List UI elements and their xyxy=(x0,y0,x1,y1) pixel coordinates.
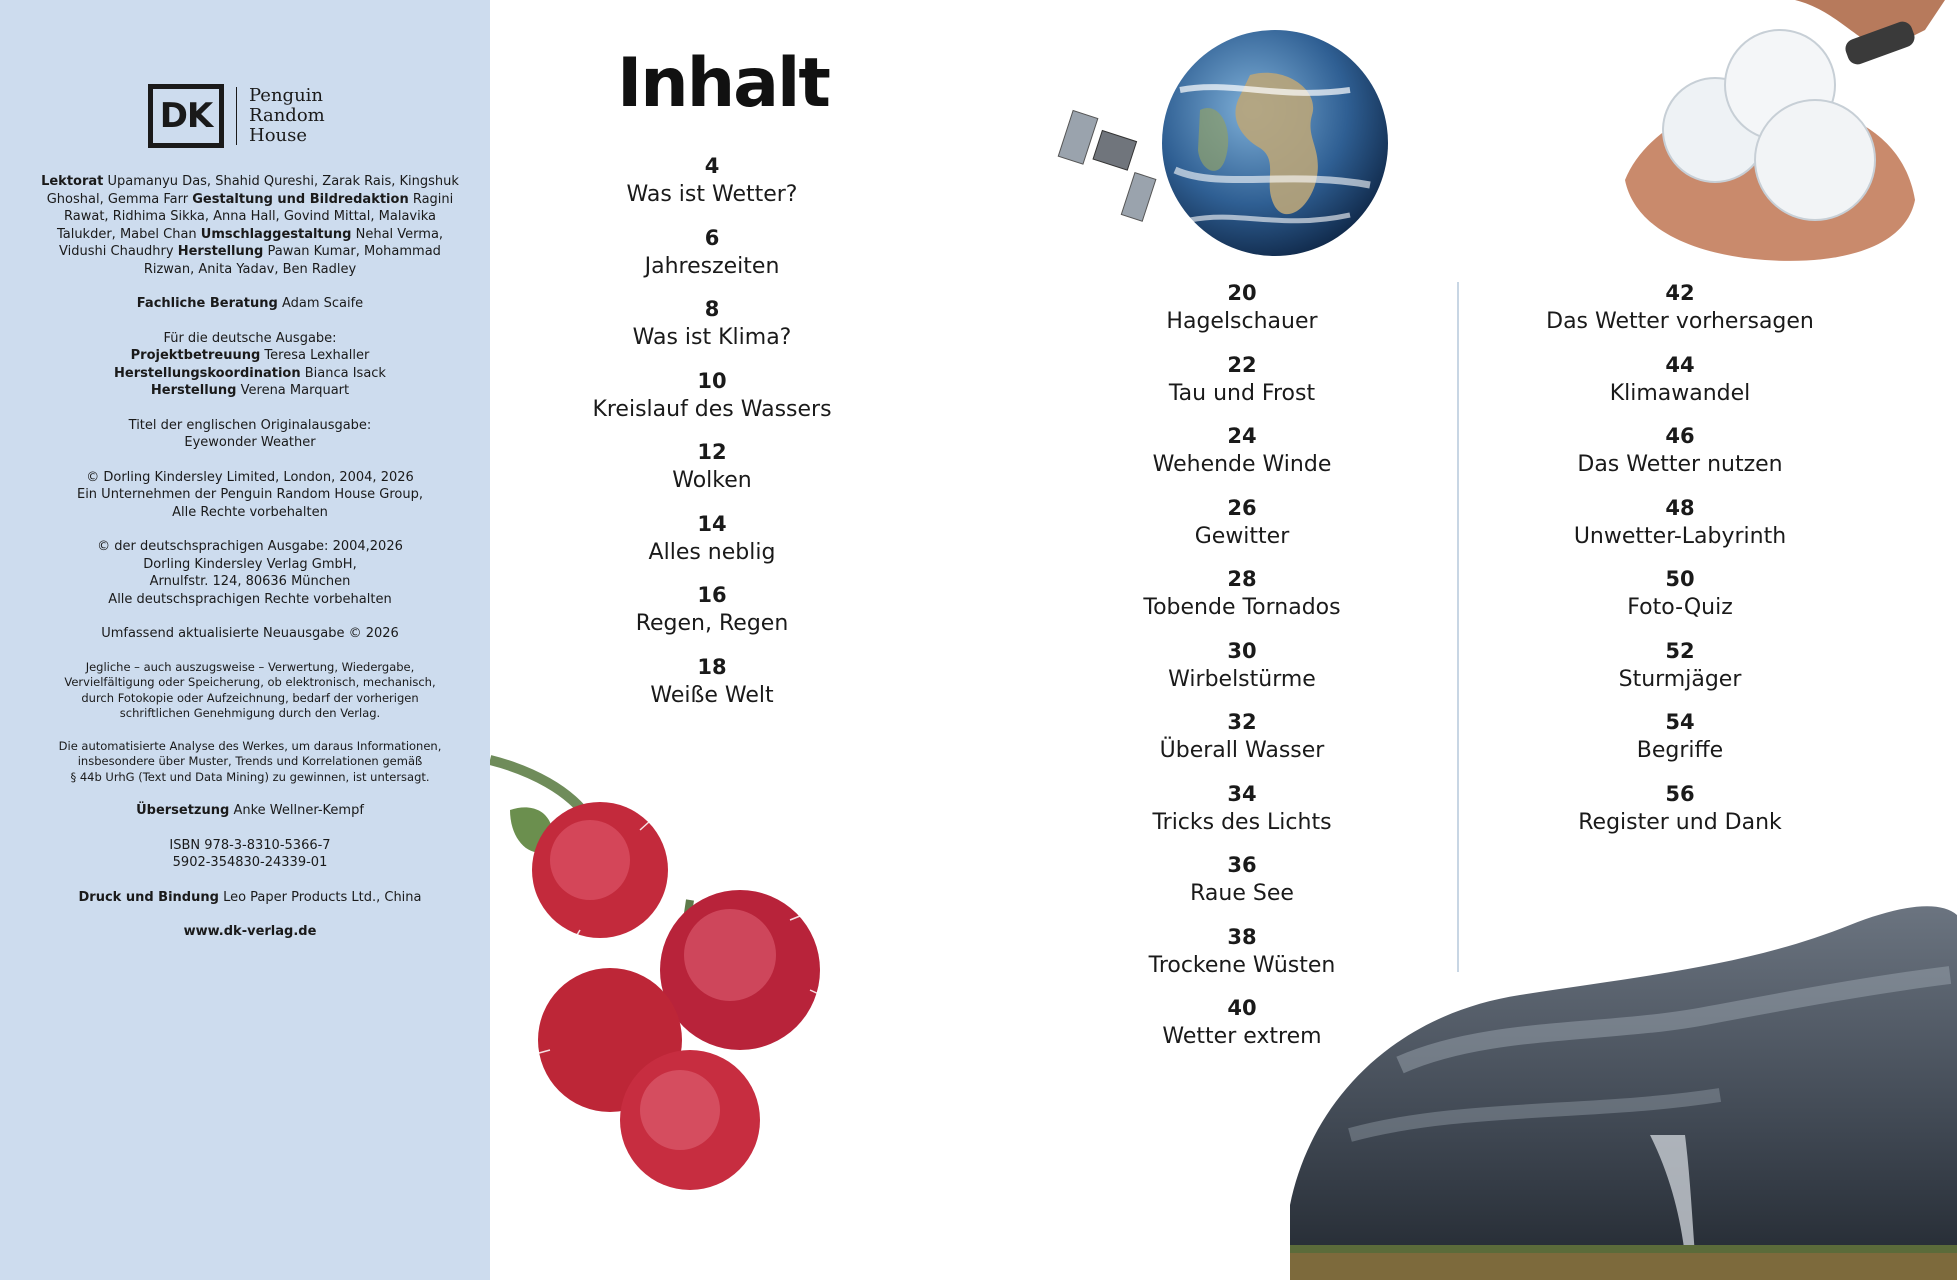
publisher-logo xyxy=(148,84,325,148)
toc-entry-title: Tricks des Lichts xyxy=(1152,809,1332,835)
toc-column-3 xyxy=(1520,279,1840,851)
toc-entry[interactable] xyxy=(1092,422,1392,494)
toc-page-number: 16 xyxy=(697,583,727,607)
earth-satellite-image xyxy=(1050,20,1390,260)
toc-entry-title: Tau und Frost xyxy=(1168,380,1316,406)
toc-entry-title: Das Wetter nutzen xyxy=(1577,452,1783,477)
toc-page-number: 20 xyxy=(1227,281,1257,305)
toc-entry[interactable] xyxy=(1520,494,1840,566)
toc-page-number: 24 xyxy=(1227,424,1257,448)
toc-page-number: 14 xyxy=(697,511,727,536)
toc-page-number: 46 xyxy=(1665,424,1695,448)
credits-block: Lektorat Upamanyu Das, Shahid Qureshi, Zarak Rais, Kingshuk Ghoshal, Gemma Farr Gestaltung und Bildredaktion Ragini Rawat, Ridhima Sikka, Anna Hall, Govind Mittal, Malavika Talukder, Mabel Chan Umschlaggestaltung Nehal Verma, Vidushi Chaudhry Herstellung Pawan Kumar, Mohammad Rizwan, Anita Yadav, Ben Radley xyxy=(41,174,459,277)
toc-entry-title: Kreislauf des Wassers xyxy=(592,396,832,422)
toc-page-number: 44 xyxy=(1665,352,1695,377)
imprint-text xyxy=(40,173,460,958)
toc-entry[interactable] xyxy=(1092,708,1392,780)
toc-page-number: 28 xyxy=(1227,567,1257,591)
original-title: Titel der englischen Originalausgabe: Eyewonder Weather xyxy=(128,417,372,450)
toc-entry-title: Klimawandel xyxy=(1609,380,1751,406)
toc-entry-title: Tobende Tornados xyxy=(1143,595,1341,620)
toc-entry[interactable] xyxy=(1520,637,1840,709)
toc-entry[interactable] xyxy=(1520,422,1840,494)
toc-entry[interactable] xyxy=(1092,637,1392,709)
toc-entry[interactable] xyxy=(1520,351,1840,423)
toc-entry-title: Hagelschauer xyxy=(1166,309,1318,334)
toc-page-number: 18 xyxy=(697,654,727,679)
toc-entry[interactable] xyxy=(1520,279,1840,351)
toc-entry[interactable] xyxy=(552,510,872,582)
frosted-roses-image xyxy=(490,750,910,1210)
toc-entry-title: Jahreszeiten xyxy=(644,253,780,279)
toc-page-number: 36 xyxy=(1227,853,1257,877)
toc-entry-title: Was ist Wetter? xyxy=(626,182,798,207)
toc-page-number: 10 xyxy=(697,368,727,393)
toc-entry-title: Begriffe xyxy=(1636,738,1724,763)
logo-divider xyxy=(236,87,237,145)
page-title: Inhalt xyxy=(617,44,829,123)
toc-page-number: 50 xyxy=(1665,567,1695,591)
toc-page-number: 8 xyxy=(704,297,720,321)
tdm-notice: Die automatisierte Analyse des Werkes, um daraus Informationen, insbesondere über Muster, Trends und Korrelationen gemäß § 44b UrhG (Text und Data Mining) zu gewinnen, ist untersagt. xyxy=(58,738,442,784)
column-divider xyxy=(1457,282,1459,972)
toc-entry-title: Alles neblig xyxy=(648,539,776,565)
printing-credit: Druck und Bindung Leo Paper Products Ltd., China xyxy=(78,889,422,905)
toc-entry[interactable] xyxy=(552,438,872,510)
toc-entry[interactable] xyxy=(1092,351,1392,423)
penguin-random-house-logo: Penguin Random House xyxy=(249,85,325,146)
toc-entry-title: Register und Dank xyxy=(1578,809,1782,835)
toc-page-number: 30 xyxy=(1227,638,1257,663)
toc-page-number: 54 xyxy=(1665,710,1695,734)
toc-entry-title: Sturmjäger xyxy=(1618,666,1742,692)
toc-page-number: 6 xyxy=(704,225,720,250)
toc-entry-title: Regen, Regen xyxy=(635,611,789,636)
toc-entry[interactable] xyxy=(1520,565,1840,637)
copyright-german: © der deutschsprachigen Ausgabe: 2004,2026 Dorling Kindersley Verlag GmbH, Arnulfstr. 124, 80636 München Alle deutschsprachigen Rechte vorbehalten xyxy=(97,539,403,607)
dk-logo-mark: DK xyxy=(148,84,224,148)
toc-column-1 xyxy=(552,152,872,724)
toc-entry-title: Das Wetter vorhersagen xyxy=(1546,309,1814,334)
toc-entry[interactable] xyxy=(552,152,872,224)
toc-entry-title: Trockene Wüsten xyxy=(1148,952,1336,978)
toc-entry[interactable] xyxy=(552,581,872,653)
toc-entry-title: Weiße Welt xyxy=(650,682,774,708)
toc-page-number: 40 xyxy=(1227,996,1257,1020)
toc-entry[interactable] xyxy=(1092,494,1392,566)
imprint-sidebar xyxy=(0,0,490,1280)
toc-entry-title: Gewitter xyxy=(1194,523,1290,549)
toc-page-number: 38 xyxy=(1227,924,1257,949)
toc-page-number: 42 xyxy=(1665,281,1695,305)
toc-page-number: 52 xyxy=(1665,638,1695,663)
toc-page-number: 48 xyxy=(1665,495,1695,520)
toc-page-number: 34 xyxy=(1227,781,1257,806)
toc-entry-title: Was ist Klima? xyxy=(632,325,792,350)
toc-entry-title: Foto-Quiz xyxy=(1627,595,1733,620)
tornado-image xyxy=(1290,905,1957,1280)
toc-entry-title: Raue See xyxy=(1190,881,1294,906)
toc-page-number: 12 xyxy=(697,440,727,464)
toc-entry-title: Wirbelstürme xyxy=(1168,666,1316,692)
website-link[interactable]: www.dk-verlag.de xyxy=(183,924,317,939)
edition-note: Umfassend aktualisierte Neuausgabe © 2026 xyxy=(101,626,399,641)
german-edition-credits: Für die deutsche Ausgabe: Projektbetreuung Teresa Lexhaller Herstellungskoordination Bianca Isack Herstellung Verena Marquart xyxy=(114,330,386,398)
toc-page-number: 4 xyxy=(704,154,720,178)
copyright-english: © Dorling Kindersley Limited, London, 2004, 2026 Ein Unternehmen der Penguin Random House Group, Alle Rechte vorbehalten xyxy=(76,469,424,520)
isbn: ISBN 978-3-8310-5366-7 5902-354830-24339-01 xyxy=(169,837,331,870)
toc-entry[interactable] xyxy=(1520,708,1840,780)
toc-entry[interactable] xyxy=(1520,780,1840,852)
toc-entry[interactable] xyxy=(552,295,872,367)
translation-credit: Übersetzung Anke Wellner-Kempf xyxy=(136,803,364,818)
toc-page-number: 22 xyxy=(1227,352,1257,377)
toc-entry-title: Wehende Winde xyxy=(1152,452,1332,477)
toc-page-number: 32 xyxy=(1227,710,1257,734)
toc-entry-title: Unwetter-Labyrinth xyxy=(1573,523,1787,549)
toc-entry[interactable] xyxy=(552,367,872,439)
toc-entry[interactable] xyxy=(1092,780,1392,852)
hailstones-image xyxy=(1605,0,1957,275)
consult-credit: Fachliche Beratung Adam Scaife xyxy=(136,296,364,311)
toc-entry-title: Überall Wasser xyxy=(1159,738,1325,763)
rights-notice: Jegliche – auch auszugsweise – Verwertung, Wiedergabe, Vervielfältigung oder Speicherung, ob elektronisch, mechanisch, durch Fotokopie oder Aufzeichnung, bedarf der vorherigen schriftlichen Genehmigung durch den Verlag. xyxy=(64,659,436,720)
toc-entry-title: Wolken xyxy=(672,468,752,493)
toc-page-number: 56 xyxy=(1665,781,1695,806)
toc-entry[interactable] xyxy=(552,653,872,725)
toc-entry[interactable] xyxy=(1092,279,1392,351)
toc-page-number: 26 xyxy=(1227,495,1257,520)
toc-entry[interactable] xyxy=(552,224,872,296)
toc-entry[interactable] xyxy=(1092,565,1392,637)
toc-entry-title: Wetter extrem xyxy=(1162,1024,1322,1049)
